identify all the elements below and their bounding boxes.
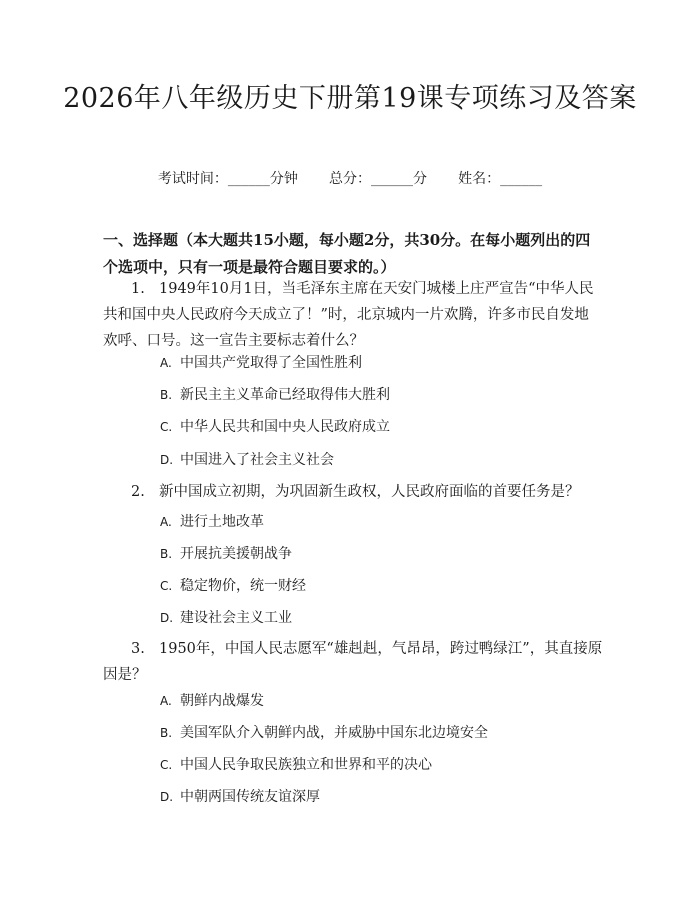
question-stem: 新中国成立初期，为巩固新生政权，人民政府面临的首要任务是？ bbox=[159, 484, 580, 500]
option-letter: A. bbox=[160, 694, 172, 708]
q1-option-c[interactable] bbox=[160, 417, 390, 437]
question-3 bbox=[103, 636, 603, 688]
option-letter: B. bbox=[160, 547, 173, 561]
option-letter: C. bbox=[160, 758, 173, 772]
option-letter: D. bbox=[160, 790, 174, 804]
option-text: 新民主主义革命已经取得伟大胜利 bbox=[180, 387, 390, 403]
option-letter: A. bbox=[160, 515, 172, 529]
option-text: 进行土地改革 bbox=[180, 514, 264, 530]
option-text: 中国人民争取民族独立和世界和平的决心 bbox=[180, 757, 432, 773]
option-letter: D. bbox=[160, 453, 174, 467]
option-letter: B. bbox=[160, 388, 173, 402]
option-text: 建设社会主义工业 bbox=[180, 610, 292, 626]
q2-option-a[interactable] bbox=[160, 512, 264, 532]
option-letter: B. bbox=[160, 726, 173, 740]
question-2 bbox=[103, 479, 603, 505]
exam-info-line: 考试时间：______分钟 总分：______分 姓名：______ bbox=[157, 171, 543, 187]
question-stem: 1949年10月1日，当毛泽东主席在天安门城楼上庄严宣告“中华人民共和国中央人民政府今天成立了！”时，北京城内一片欢腾，许多市民自发地欢呼、口号。这一宣告主要标志着什么？ bbox=[103, 281, 594, 349]
question-number: 1. bbox=[131, 281, 145, 297]
q2-option-d[interactable] bbox=[160, 608, 292, 628]
q1-option-d[interactable] bbox=[160, 450, 334, 470]
option-text: 中华人民共和国中央人民政府成立 bbox=[180, 419, 390, 435]
option-text: 朝鲜内战爆发 bbox=[180, 693, 264, 709]
option-letter: C. bbox=[160, 420, 173, 434]
q3-option-b[interactable] bbox=[160, 723, 488, 743]
option-text: 开展抗美援朝战争 bbox=[180, 546, 292, 562]
option-letter: C. bbox=[160, 579, 173, 593]
option-letter: A. bbox=[160, 356, 172, 370]
option-text: 稳定物价，统一财经 bbox=[180, 578, 306, 594]
q3-option-d[interactable] bbox=[160, 787, 320, 807]
option-letter: D. bbox=[160, 611, 174, 625]
option-text: 中国共产党取得了全国性胜利 bbox=[180, 355, 362, 371]
option-text: 中朝两国传统友谊深厚 bbox=[180, 789, 320, 805]
q2-option-b[interactable] bbox=[160, 544, 292, 564]
section-heading: 一、选择题（本大题共15小题，每小题2分，共30分。在每小题列出的四个选项中，只有一项是最符合题目要求的。） bbox=[103, 231, 591, 276]
question-stem: 1950年，中国人民志愿军“雄赳赳，气昂昂，跨过鸭绿江”，其直接原因是？ bbox=[103, 641, 603, 683]
question-number: 2. bbox=[131, 484, 145, 500]
question-number: 3. bbox=[131, 641, 145, 657]
q3-option-c[interactable] bbox=[160, 755, 432, 775]
q1-option-a[interactable] bbox=[160, 353, 362, 373]
option-text: 美国军队介入朝鲜内战，并威胁中国东北边境安全 bbox=[180, 725, 488, 741]
q1-option-b[interactable] bbox=[160, 385, 390, 405]
q3-option-a[interactable] bbox=[160, 691, 264, 711]
option-text: 中国进入了社会主义社会 bbox=[180, 452, 334, 468]
q2-option-c[interactable] bbox=[160, 576, 306, 596]
question-1 bbox=[103, 276, 603, 354]
document-title: 2026年八年级历史下册第19课专项练习及答案 bbox=[63, 83, 637, 114]
